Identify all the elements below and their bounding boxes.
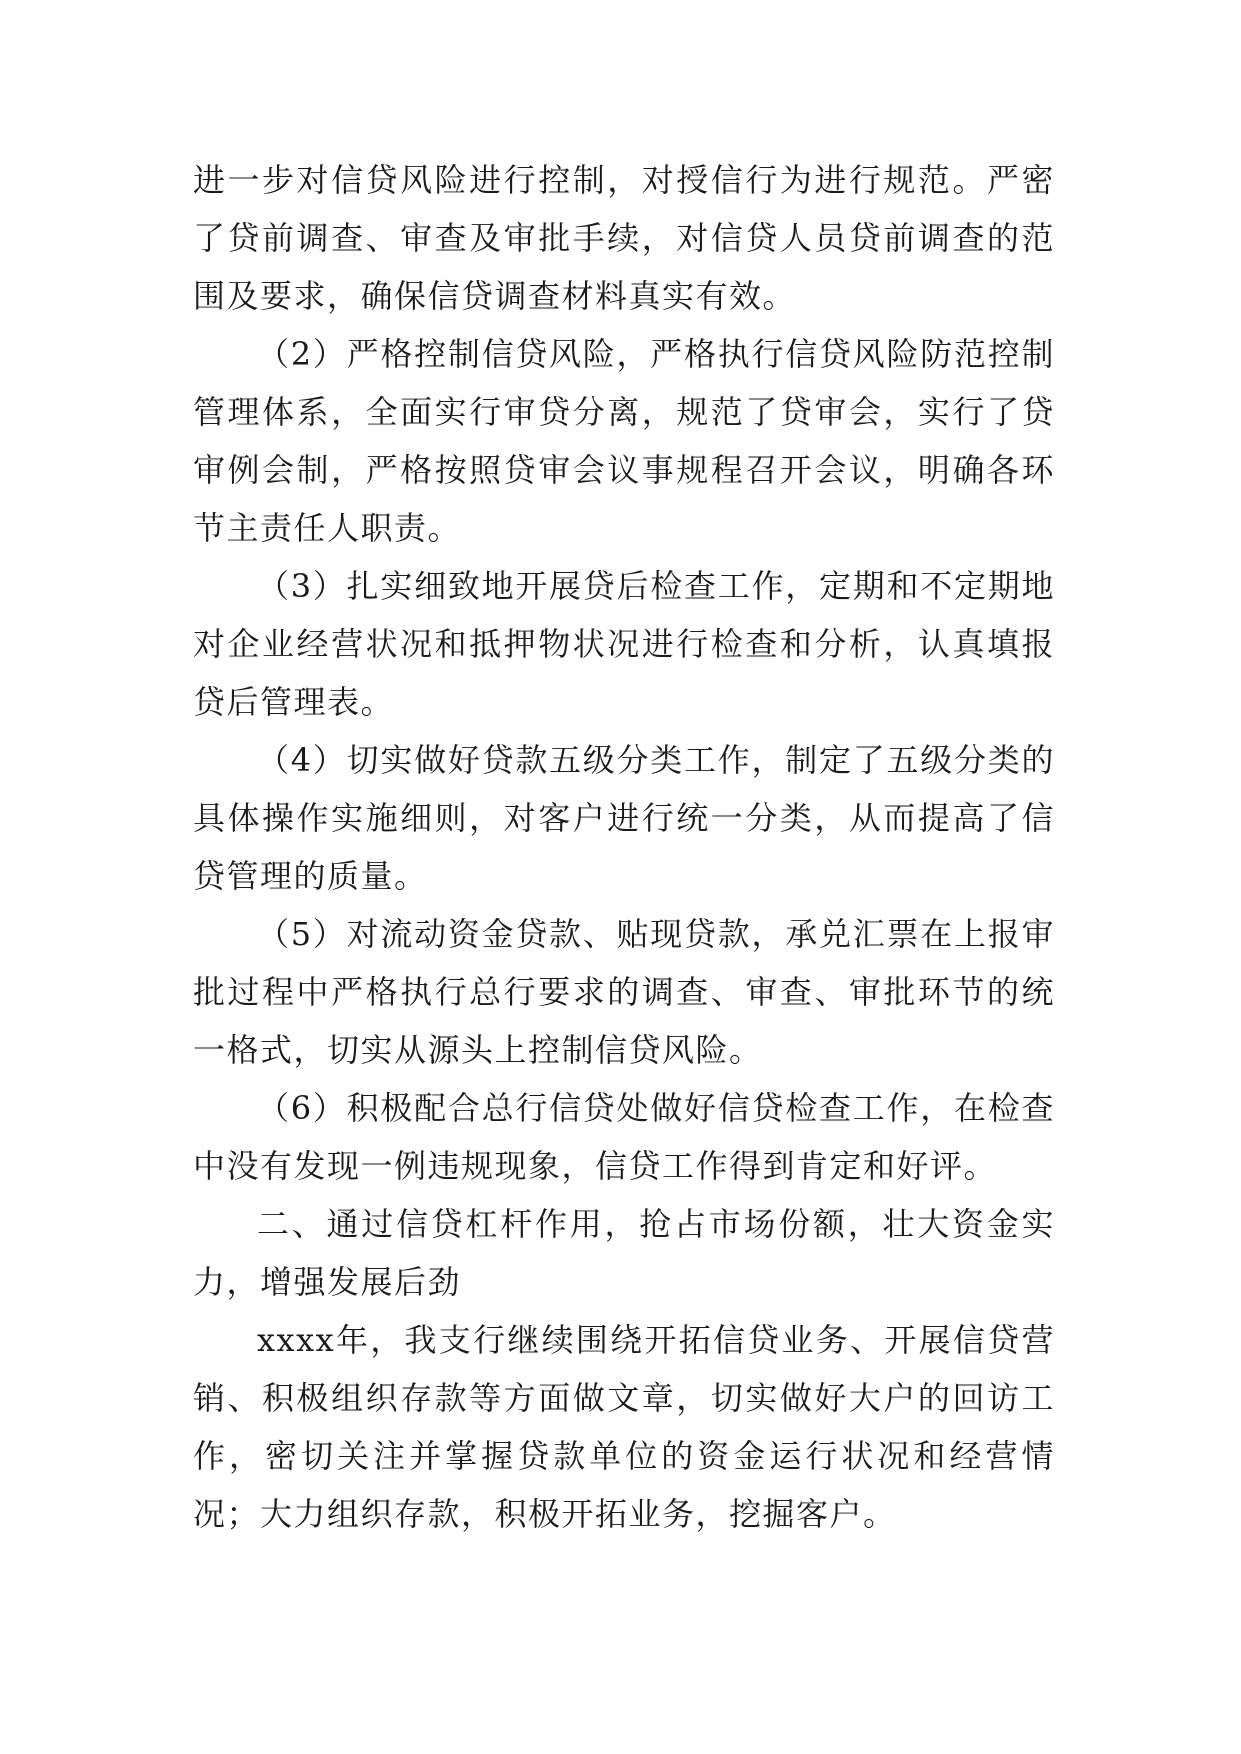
paragraph-section-2-body: xxxx年，我支行继续围绕开拓信贷业务、开展信贷营销、积极组织存款等方面做文章，切实做好大户的回访工作，密切关注并掌握贷款单位的资金运行状况和经营情况；大力组织存款，积极开拓业务，挖掘客户。 (193, 1321, 1055, 1533)
paragraph-item-5: （5）对流动资金贷款、贴现贷款，承兑汇票在上报审批过程中严格执行总行要求的调查、审查、审批环节的统一格式，切实从源头上控制信贷风险。 (193, 915, 1055, 1069)
paragraph-item-6: （6）积极配合总行信贷处做好信贷检查工作，在检查中没有发现一例违规现象，信贷工作得到肯定和好评。 (193, 1089, 1055, 1185)
paragraph-item-4: （4）切实做好贷款五级分类工作，制定了五级分类的具体操作实施细则，对客户进行统一分类，从而提高了信贷管理的质量。 (193, 741, 1055, 895)
paragraph-item-2: （2）严格控制信贷风险，严格执行信贷风险防范控制管理体系，全面实行审贷分离，规范了贷审会，实行了贷审例会制，严格按照贷审会议事规程召开会议，明确各环节主责任人职责。 (193, 335, 1055, 547)
section-heading-2: 二、通过信贷杠杆作用，抢占市场份额，壮大资金实力，增强发展后劲 (193, 1205, 1055, 1301)
paragraph-item-3: （3）扎实细致地开展贷后检查工作，定期和不定期地对企业经营状况和抵押物状况进行检查和分析，认真填报贷后管理表。 (193, 567, 1055, 721)
paragraph-continuation: 进一步对信贷风险进行控制，对授信行为进行规范。严密了贷前调查、审查及审批手续，对信贷人员贷前调查的范围及要求，确保信贷调查材料真实有效。 (193, 161, 1055, 315)
document-body (193, 151, 1055, 1543)
